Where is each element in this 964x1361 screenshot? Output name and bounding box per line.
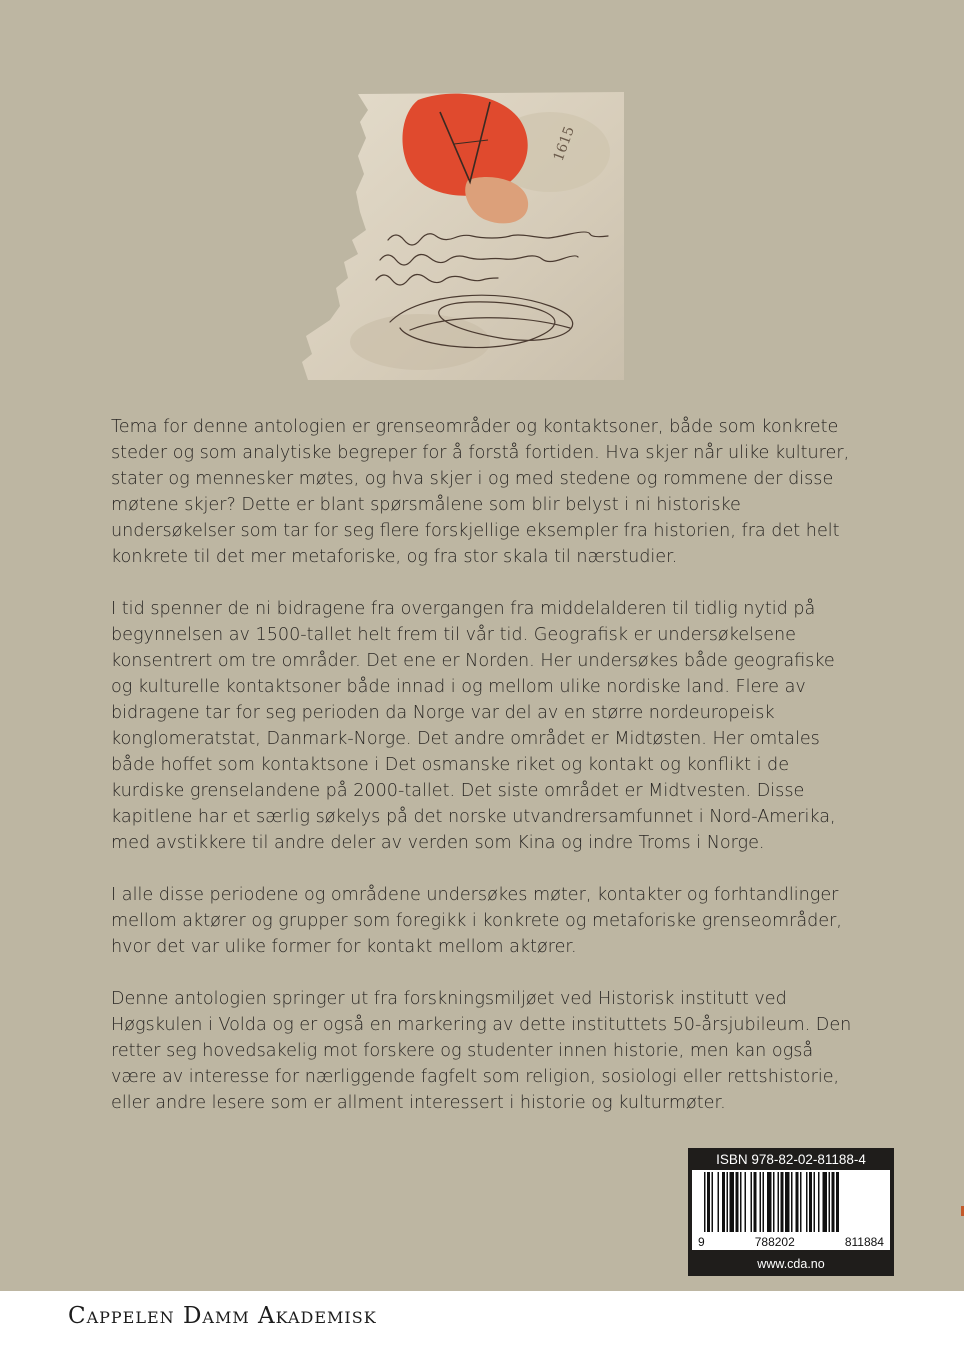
- barcode-bar: [736, 1172, 739, 1232]
- barcode-digits: [692, 1235, 890, 1249]
- barcode-bar: [767, 1172, 772, 1232]
- wax-seal-manuscript-image: [300, 92, 624, 380]
- isbn-barcode: [688, 1148, 894, 1276]
- barcode-bar: [722, 1172, 725, 1232]
- barcode-bar: [791, 1172, 793, 1232]
- barcode-bar: [806, 1172, 808, 1232]
- website-label: www.cda.no: [757, 1257, 825, 1271]
- barcode-bar: [751, 1172, 753, 1232]
- barcode-bar: [745, 1172, 747, 1232]
- barcode-bar: [814, 1172, 816, 1232]
- barcode-bar: [796, 1172, 799, 1232]
- barcode-bar: [763, 1172, 765, 1232]
- barcode-bar: [829, 1172, 831, 1232]
- barcode-bar: [773, 1172, 775, 1232]
- barcode-bar: [740, 1172, 742, 1232]
- barcode-bar: [704, 1172, 706, 1232]
- barcode-bar: [809, 1172, 812, 1232]
- blurb-paragraph: Denne antologien springer ut fra forskningsmiljøet ved Historisk institutt ved Høgskulen i Volda og er også en markering av dette instituttets 50-årsjubileum. Den retter seg hovedsakelig mot forskere og studenter innen historie, men kan også være av interesse for nærliggende fagfelt som religion, sosiologi eller rettshistorie, eller andre lesere som er allment interessert i historie og kulturmøter.: [111, 989, 852, 1113]
- blurb-paragraph: I alle disse periodene og områdene undersøkes møter, kontakter og forhtandlinger mellom aktører og grupper som foregikk i konkrete og metaforiske grenseområder, hvor det var ulike former for kontakt mellom aktører.: [111, 885, 842, 957]
- barcode-bar: [800, 1172, 802, 1232]
- barcode-bars: [692, 1170, 890, 1236]
- barcode-bar: [730, 1172, 735, 1232]
- publisher-logo: Cappelen Damm Akademisk: [68, 1303, 377, 1329]
- blurb-paragraph: Tema for denne antologien er grenseområder og kontaktsoner, både som konkrete steder og som analytiske begreper for å forstå fortiden. Hva skjer når ulike kulturer, stater og mennesker møtes, og hva skjer i og med stedene og rommene der disse møtene skjer? Dette er blant spørsmålene som blir belyst i ni historiske undersøkelser som tar for seg flere forskjellige eksempler fra historien, fra det helt konkrete til det mer metaforiske, og fra stor skala til nærstudier.: [111, 417, 850, 567]
- barcode-bar: [754, 1172, 757, 1232]
- barcode: [692, 1170, 890, 1250]
- barcode-bar: [727, 1172, 729, 1232]
- barcode-bar: [712, 1172, 714, 1232]
- barcode-bar: [760, 1172, 762, 1232]
- barcode-bar: [818, 1172, 820, 1232]
- barcode-digit-group: 788202: [754, 1235, 795, 1249]
- blurb-text: [111, 414, 861, 1142]
- barcode-digit-group: 811884: [844, 1235, 884, 1249]
- barcode-bar: [836, 1172, 839, 1232]
- barcode-bar: [707, 1172, 710, 1232]
- barcode-bar: [785, 1172, 790, 1232]
- barcode-bar: [832, 1172, 835, 1232]
- barcode-bar: [718, 1172, 720, 1232]
- barcode-bar: [778, 1172, 780, 1232]
- barcode-bar: [781, 1172, 784, 1232]
- blurb-paragraph: I tid spenner de ni bidragene fra overgangen fra middelalderen til tidlig nytid på begynnelsen av 1500-tallet helt frem til vår tid. Geografisk er undersøkelsene konsentrert om tre områder. Det ene er Norden. Her undersøkes både geografiske og kulturelle kontaktsoner både innad i og mellom ulike nordiske land. Flere av bidragene tar for seg perioden da Norge var del av en større nordeuropeisk konglomeratstat, Danmark-Norge. Det andre området er Midtøsten. Her omtales både hoffet som kontaktsone i Det osmanske riket og kontakt og konflikt i de kurdiske grenselandene på 2000-tallet. Det siste området er Midtvesten. Disse kapitlene har et særlig søkelys på det norske utvandrersamfunnet i Nord-Amerika, med avstikkere til andre deler av verden som Kina og indre Troms i Norge.: [111, 599, 836, 853]
- svg-text:1615: 1615: [550, 124, 578, 164]
- isbn-label: ISBN 978-82-02-81188-4: [716, 1152, 866, 1167]
- barcode-bar: [823, 1172, 828, 1232]
- barcode-digit-group: 9: [698, 1235, 705, 1249]
- publisher-band: [0, 1291, 964, 1361]
